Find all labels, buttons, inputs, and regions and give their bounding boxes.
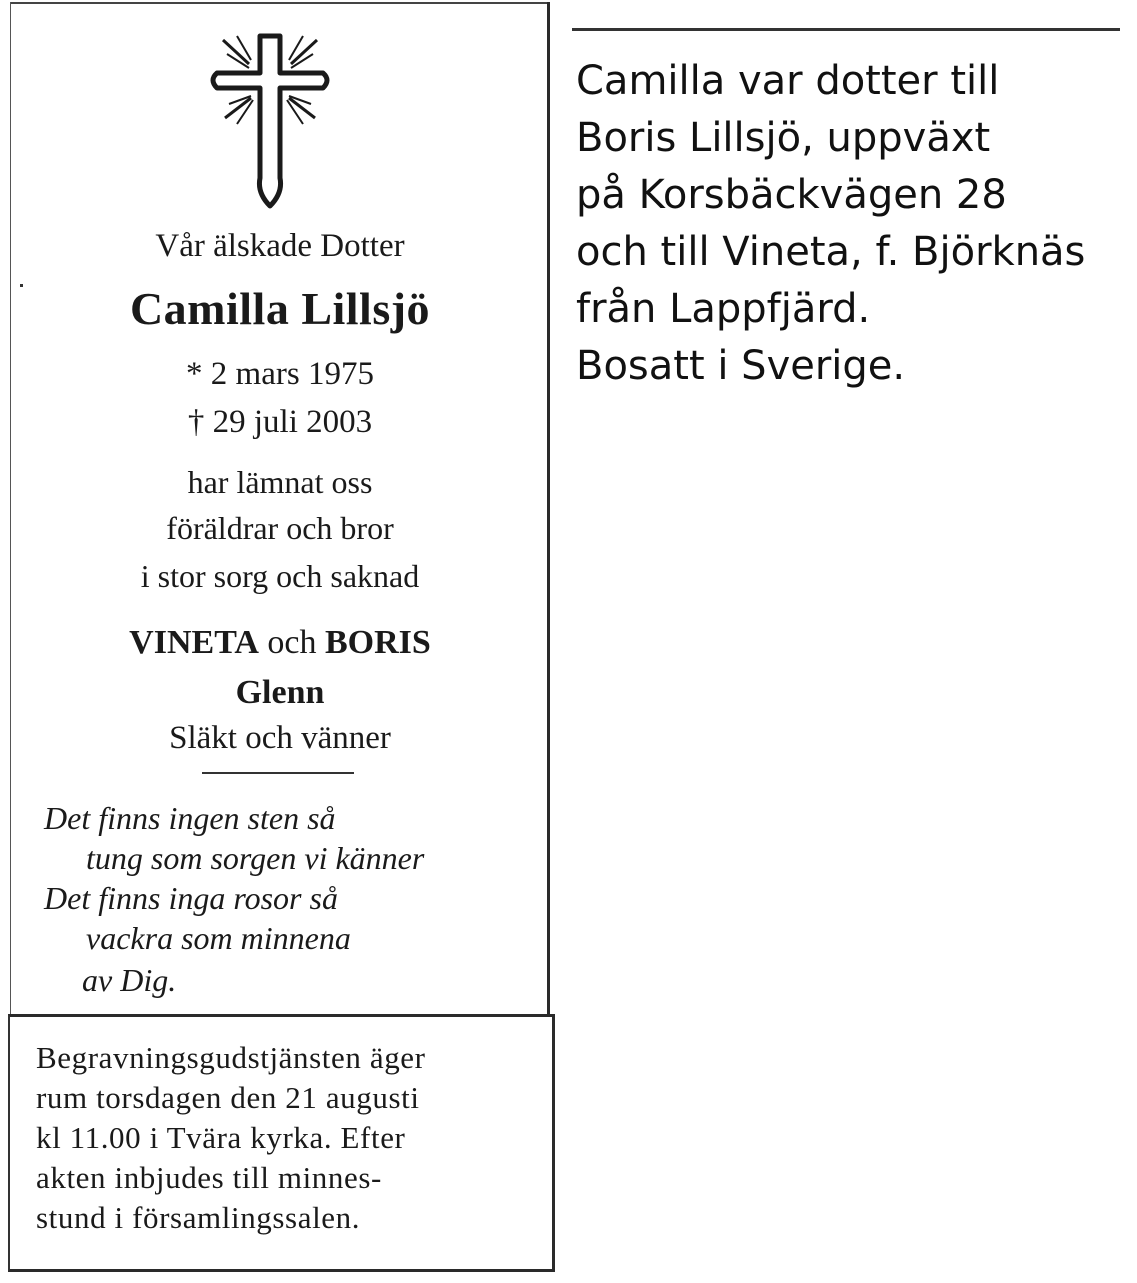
note-top-rule [572, 28, 1120, 31]
parent-2: BORIS [325, 624, 431, 661]
verse-line-5: av Dig. [82, 962, 177, 998]
message-line-3: i stor sorg och saknad [140, 558, 420, 594]
funeral-line-5: stund i församlingssalen. [36, 1200, 361, 1235]
notice-heading: Vår älskade Dotter [155, 228, 405, 264]
note-line-3: på Korsbäckvägen 28 [576, 172, 1007, 218]
verse-line-3: Det finns inga rosor så [44, 880, 338, 916]
birth-date: * 2 mars 1975 [186, 356, 374, 392]
message-line-1: har lämnat oss [187, 464, 373, 500]
family-brother: Glenn [235, 674, 325, 711]
note-line-1: Camilla var dotter till [576, 58, 1000, 104]
parent-1: VINETA [129, 624, 259, 661]
note-line-5: från Lappfjärd. [576, 286, 871, 332]
deceased-name: Camilla Lillsjö [129, 283, 431, 334]
parents-conjunction: och [267, 624, 317, 661]
death-date: † 29 juli 2003 [187, 404, 373, 440]
family-parents [10, 624, 550, 662]
verse-line-2: tung som sorgen vi känner [86, 840, 425, 876]
funeral-line-4: akten inbjudes till minnes- [36, 1160, 382, 1195]
radiant-cross-icon [205, 28, 335, 213]
verse-line-1: Det finns ingen sten så [44, 800, 336, 836]
funeral-line-1: Begravningsgudstjänsten äger [36, 1040, 426, 1075]
note-line-6: Bosatt i Sverige. [576, 343, 906, 389]
funeral-line-3: kl 11.00 i Tvära kyrka. Efter [36, 1120, 406, 1155]
family-others: Släkt och vänner [169, 720, 391, 756]
message-line-2: föräldrar och bror [166, 510, 394, 546]
note-line-4: och till Vineta, f. Björknäs [576, 229, 1086, 275]
funeral-line-2: rum torsdagen den 21 augusti [36, 1080, 420, 1115]
verse-line-4: vackra som minnena [86, 920, 351, 956]
note-line-2: Boris Lillsjö, uppväxt [576, 115, 991, 161]
divider [202, 772, 354, 774]
